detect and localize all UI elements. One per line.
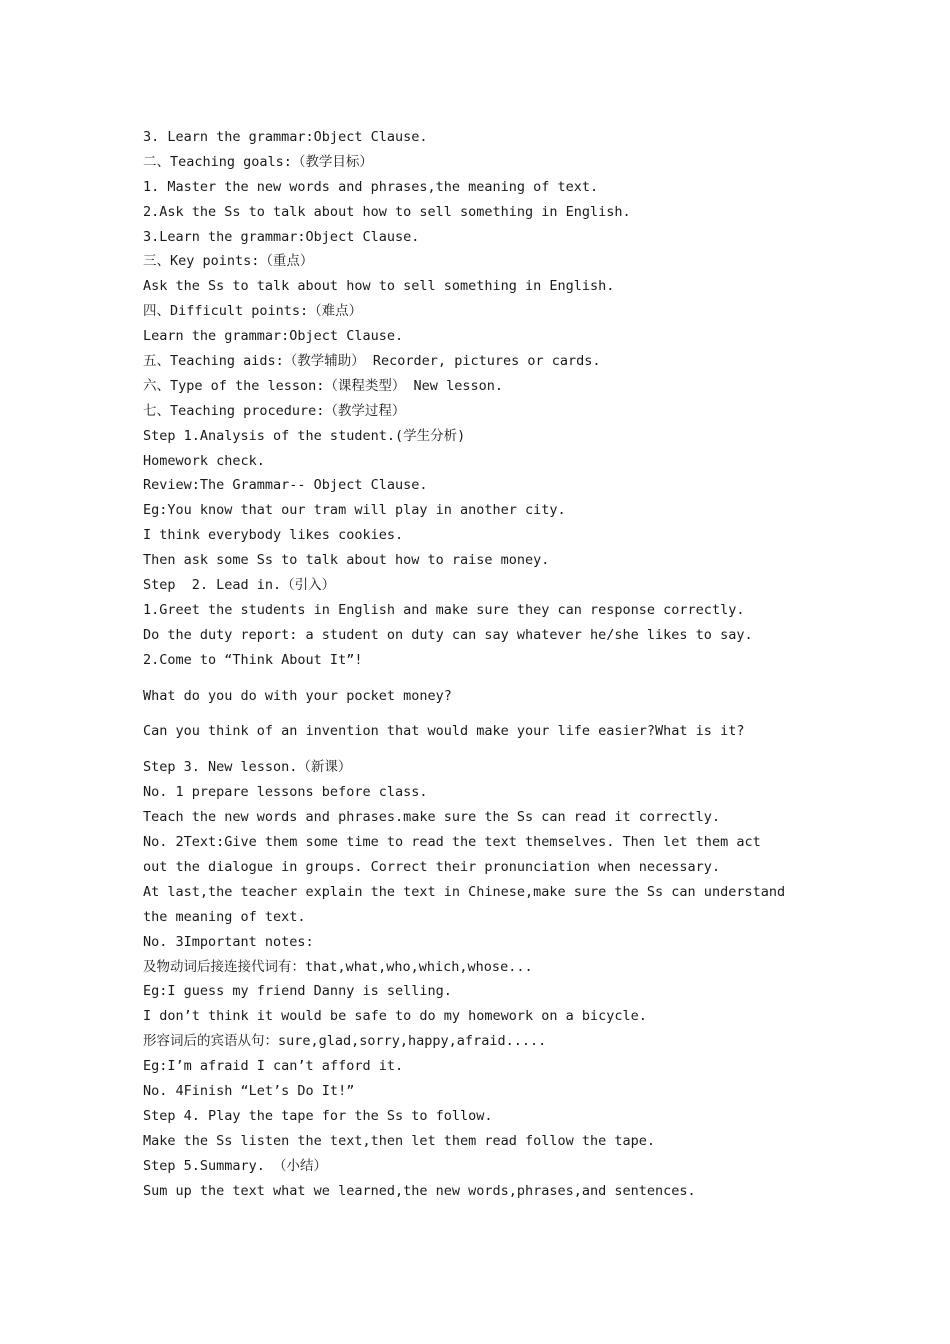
text-line: 形容词后的宾语从句：sure,glad,sorry,happy,afraid.....	[143, 1033, 547, 1050]
text-line: 1. Master the new words and phrases,the meaning of text.	[143, 178, 599, 195]
text-line: No. 1 prepare lessons before class.	[143, 784, 428, 801]
text-line: Then ask some Ss to talk about how to raise money.	[143, 552, 550, 569]
text-line: the meaning of text.	[143, 908, 306, 925]
text-line: Review:The Grammar-- Object Clause.	[143, 477, 428, 494]
text-line: 3.Learn the grammar:Object Clause.	[143, 228, 420, 245]
text-line: Teach the new words and phrases.make sure the Ss can read it correctly.	[143, 809, 721, 826]
text-line: Can you think of an invention that would make your life easier?What is it?	[143, 723, 745, 740]
text-line: I think everybody likes cookies.	[143, 527, 404, 544]
section-heading-teaching-aids: 五、Teaching aids:（教学辅助） Recorder, pictures or cards.	[143, 353, 601, 370]
text-line: Homework check.	[143, 452, 265, 469]
text-line: Do the duty report: a student on duty can say whatever he/she likes to say.	[143, 626, 753, 643]
text-line: At last,the teacher explain the text in Chinese,make sure the Ss can understand	[143, 883, 786, 900]
text-line: Sum up the text what we learned,the new words,phrases,and sentences.	[143, 1182, 696, 1199]
paragraph-gap	[143, 708, 843, 719]
section-heading-difficult-points: 四、Difficult points:（难点）	[143, 303, 363, 320]
paragraph-gap	[143, 673, 843, 684]
section-heading-teaching-goals: 二、Teaching goals:（教学目标）	[143, 153, 373, 170]
text-line: Make the Ss listen the text,then let them read follow the tape.	[143, 1132, 656, 1149]
text-line: Eg:You know that our tram will play in another city.	[143, 502, 566, 519]
text-line: 及物动词后接连接代词有：that,what,who,which,whose...	[143, 958, 533, 975]
text-line: What do you do with your pocket money?	[143, 687, 452, 704]
text-line: No. 2Text:Give them some time to read the text themselves. Then let them act	[143, 834, 761, 851]
section-heading-lesson-type: 六、Type of the lesson:（课程类型） New lesson.	[143, 377, 503, 394]
paragraph-gap	[143, 744, 843, 755]
section-heading-key-points: 三、Key points:（重点）	[143, 253, 314, 270]
text-line: Eg:I guess my friend Danny is selling.	[143, 983, 452, 1000]
step-heading: Step 5.Summary. （小结）	[143, 1157, 328, 1174]
text-line: No. 3Important notes:	[143, 933, 314, 950]
text-line: Eg:I’m afraid I can’t afford it.	[143, 1058, 404, 1075]
text-line: 3. Learn the grammar:Object Clause.	[143, 129, 428, 145]
step-heading: Step 3. New lesson.（新课）	[143, 759, 352, 776]
text-line: 1.Greet the students in English and make sure they can response correctly.	[143, 601, 745, 618]
step-heading: Step 2. Lead in.（引入）	[143, 577, 336, 594]
document-page	[143, 125, 843, 1203]
text-line: Ask the Ss to talk about how to sell something in English.	[143, 278, 615, 295]
text-line: No. 4Finish “Let’s Do It!”	[143, 1082, 355, 1099]
step-heading: Step 1.Analysis of the student.(学生分析)	[143, 427, 466, 444]
text-line: 2.Come to “Think About It”!	[143, 651, 363, 668]
text-line: out the dialogue in groups. Correct their pronunciation when necessary.	[143, 858, 721, 875]
text-line: 2.Ask the Ss to talk about how to sell something in English.	[143, 203, 631, 220]
section-heading-teaching-procedure: 七、Teaching procedure:（教学过程）	[143, 402, 406, 419]
text-line: I don’t think it would be safe to do my homework on a bicycle.	[143, 1008, 647, 1025]
step-heading: Step 4. Play the tape for the Ss to follow.	[143, 1107, 493, 1124]
text-line: Learn the grammar:Object Clause.	[143, 328, 404, 345]
